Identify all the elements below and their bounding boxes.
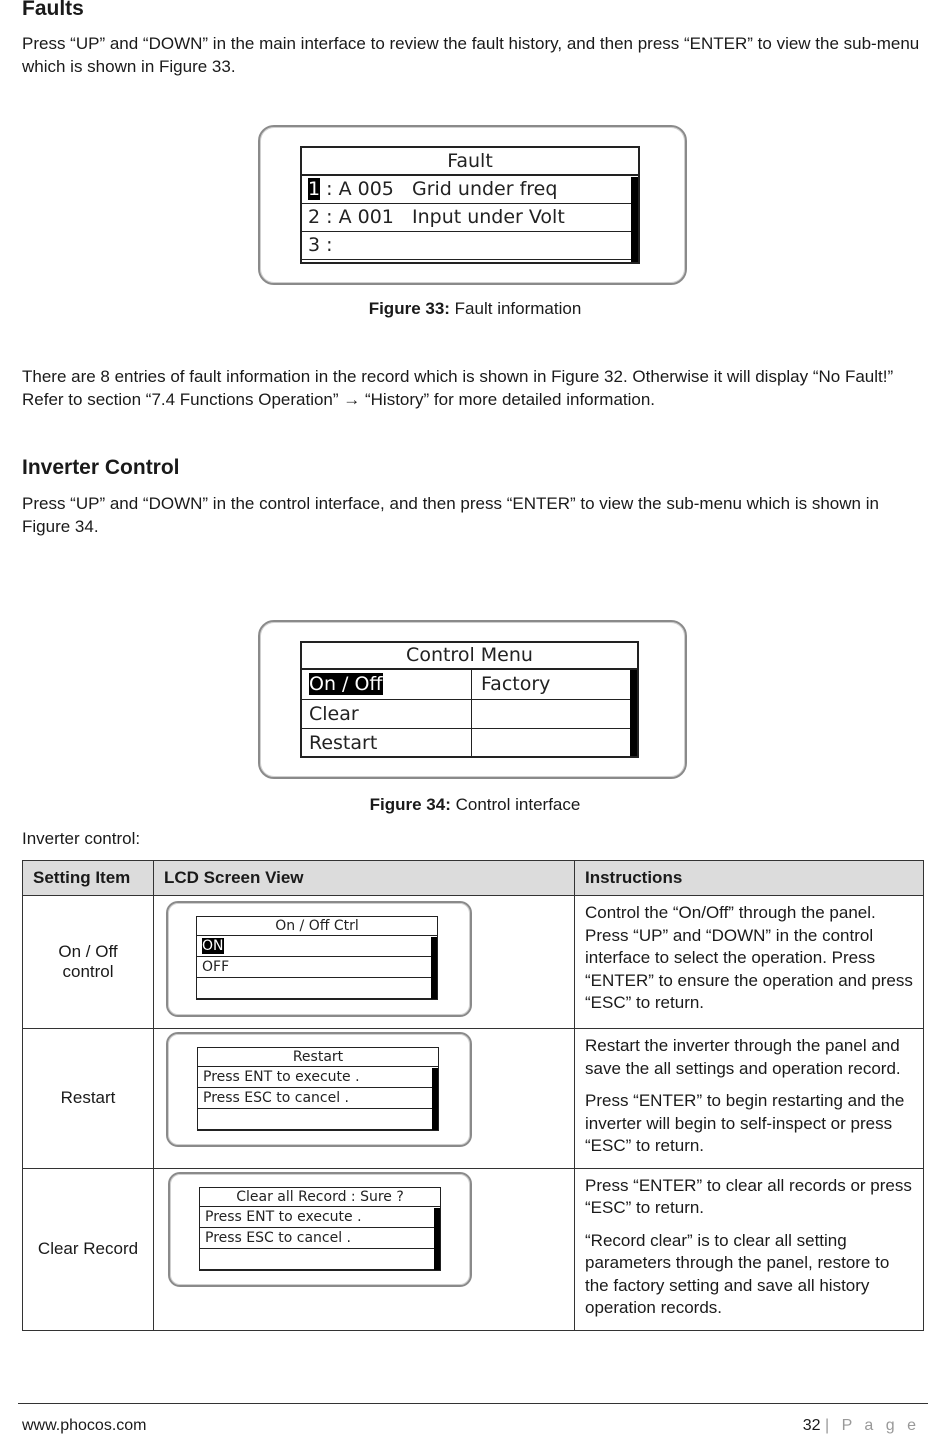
control-menu-title: Control Menu bbox=[302, 643, 637, 670]
fault-lcd-row bbox=[302, 232, 638, 260]
fault-entry-text: 2 : A 001 Input under Volt bbox=[308, 206, 565, 228]
figure-34-caption bbox=[0, 795, 950, 815]
on-off-lcd-frame bbox=[166, 901, 472, 1017]
figure-34-text: Control interface bbox=[450, 795, 581, 814]
page-number: 32 bbox=[802, 1417, 821, 1434]
clear-record-lcd-row: Press ESC to cancel . bbox=[200, 1228, 440, 1249]
instruction-text: “Record clear” is to clear all setting parameters through the panel, restore to the factory setting and save all history operation records. bbox=[585, 1230, 890, 1317]
control-menu-row bbox=[302, 729, 630, 757]
section-heading-inverter-control: Inverter Control bbox=[22, 456, 180, 479]
on-off-lcd-row bbox=[197, 957, 437, 978]
setting-item-cell: Restart bbox=[23, 1029, 154, 1169]
on-off-lcd-scrollbar bbox=[431, 937, 437, 999]
fault-selected-index: 1 bbox=[308, 178, 321, 200]
fault-lcd-row bbox=[302, 176, 638, 204]
restart-lcd-scrollbar bbox=[432, 1068, 438, 1130]
footer-divider bbox=[18, 1403, 928, 1404]
footer-page-number bbox=[803, 1417, 920, 1435]
lcd-view-cell bbox=[154, 1029, 575, 1169]
control-menu-scrollbar bbox=[630, 670, 637, 756]
fault-lcd-screen bbox=[300, 146, 640, 264]
fault-lcd-row bbox=[302, 204, 638, 232]
table-row bbox=[23, 1029, 924, 1169]
restart-lcd-row bbox=[198, 1109, 438, 1130]
menu-item-restart: Restart bbox=[302, 729, 472, 757]
lcd-view-cell bbox=[154, 896, 575, 1029]
fault-entry-text: : A 005 Grid under freq bbox=[320, 178, 558, 200]
off-option: OFF bbox=[202, 959, 230, 975]
header-lcd-screen-view: LCD Screen View bbox=[154, 861, 575, 896]
instruction-text: Press “ENTER” to clear all records or press “ESC” to return. bbox=[585, 1175, 912, 1217]
clear-record-lcd-row bbox=[200, 1249, 440, 1270]
figure-34-label: Figure 34: bbox=[369, 795, 451, 814]
faults-note: There are 8 entries of fault information in the record which is shown in Figure 32. Otherwise it will display “No Fault!” Refer to section “7.4 Functions Operation” → “History” for more detailed information. bbox=[22, 367, 894, 409]
fault-lcd-scrollbar bbox=[631, 177, 638, 262]
page-label: | P a g e bbox=[824, 1417, 920, 1434]
control-menu-row bbox=[302, 670, 630, 700]
setting-item-cell: On / Off control bbox=[23, 896, 154, 1029]
footer-website-link[interactable]: www.phocos.com bbox=[22, 1417, 147, 1434]
table-row bbox=[23, 896, 924, 1029]
inverter-control-intro: Press “UP” and “DOWN” in the control interface, and then press “ENTER” to view the sub-menu which is shown in Figure 34. bbox=[22, 494, 879, 536]
restart-lcd-title: Restart bbox=[198, 1048, 438, 1067]
clear-record-lcd-screen bbox=[199, 1187, 441, 1271]
figure-33-label: Figure 33: bbox=[368, 299, 450, 318]
clear-record-lcd-title: Clear all Record : Sure ? bbox=[200, 1188, 440, 1207]
fault-entry-text: 3 : bbox=[308, 234, 333, 256]
faults-intro: Press “UP” and “DOWN” in the main interface to review the fault history, and then press “ENTER” to view the sub-menu which is shown in Figure 33. bbox=[22, 34, 920, 76]
clear-record-lcd-scrollbar bbox=[434, 1208, 440, 1270]
fault-lcd-title: Fault bbox=[302, 148, 638, 176]
instruction-text: Control the “On/Off” through the panel. Press “UP” and “DOWN” in the control interface to select the operation. Press “ENTER” to ensure the operation and press “ESC” to return. bbox=[585, 903, 913, 1012]
restart-lcd-row: Press ESC to cancel . bbox=[198, 1088, 438, 1109]
restart-lcd-frame bbox=[166, 1032, 472, 1147]
setting-item-cell: Clear Record bbox=[23, 1168, 154, 1330]
header-setting-item: Setting Item bbox=[23, 861, 154, 896]
on-off-lcd-title: On / Off Ctrl bbox=[197, 917, 437, 936]
on-off-lcd-screen bbox=[196, 916, 438, 1000]
control-menu-lcd-screen bbox=[300, 641, 639, 758]
section-heading-faults: Faults bbox=[22, 0, 84, 20]
menu-item-on-off bbox=[302, 670, 472, 699]
instructions-cell bbox=[575, 896, 924, 1029]
inverter-control-table bbox=[22, 860, 924, 1331]
on-option: ON bbox=[202, 938, 224, 954]
instruction-text: Restart the inverter through the panel and save the all settings and operation record. bbox=[585, 1036, 901, 1078]
figure-33-caption bbox=[0, 299, 950, 319]
control-menu-row bbox=[302, 700, 630, 729]
on-off-lcd-row bbox=[197, 936, 437, 957]
control-menu-lcd-frame bbox=[258, 620, 687, 779]
instructions-cell bbox=[575, 1168, 924, 1330]
table-row bbox=[23, 1168, 924, 1330]
lcd-view-cell bbox=[154, 1168, 575, 1330]
header-instructions: Instructions bbox=[575, 861, 924, 896]
menu-item-clear: Clear bbox=[302, 700, 472, 728]
clear-record-lcd-row: Press ENT to execute . bbox=[200, 1207, 440, 1228]
fault-lcd-frame bbox=[258, 125, 687, 285]
table-header-row bbox=[23, 861, 924, 896]
instructions-cell bbox=[575, 1029, 924, 1169]
figure-33-text: Fault information bbox=[449, 299, 582, 318]
menu-item-on-off-label: On / Off bbox=[309, 673, 383, 695]
menu-item-factory: Factory bbox=[481, 673, 551, 695]
instruction-text: Press “ENTER” to begin restarting and the inverter will begin to self-inspect or press “ESC” to return. bbox=[585, 1091, 905, 1155]
inverter-control-table-intro: Inverter control: bbox=[22, 829, 141, 848]
restart-lcd-row: Press ENT to execute . bbox=[198, 1067, 438, 1088]
clear-record-lcd-frame bbox=[168, 1172, 472, 1287]
on-off-lcd-row bbox=[197, 978, 437, 999]
restart-lcd-screen bbox=[197, 1047, 439, 1131]
